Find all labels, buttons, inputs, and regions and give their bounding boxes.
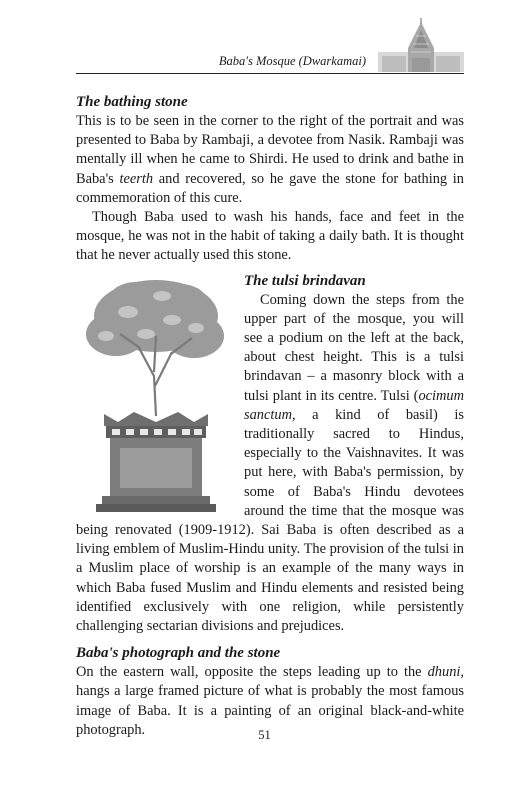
tulsi-section	[76, 272, 464, 637]
paragraph-baba-photograph: On the eastern wall, opposite the steps leading up to the dhuni, hangs a large framed picture of what is probably the most famous image of Baba. It is a painting of an original black-and-white photograph.	[76, 664, 464, 738]
section-heading-tulsi-brindavan: The tulsi brindavan	[244, 272, 366, 289]
running-header-title: Baba's Mosque (Dwarkamai)	[218, 54, 366, 68]
section-heading-baba-photograph: Baba's photograph and the stone	[76, 645, 281, 662]
mosque-thumbnail-image	[378, 18, 464, 72]
paragraph-bathing-stone-2: Though Baba used to wash his hands, face and feet in the mosque, he was not in the habit of taking a daily bath. It is thought that he never actually used this stone.	[76, 209, 464, 264]
section-heading-bathing-stone: The bathing stone	[76, 94, 188, 110]
page-content	[76, 93, 464, 740]
tulsi-brindavan-illustration	[76, 276, 236, 516]
paragraph-tulsi-brindavan: Coming down the steps from the upper part of the mosque, you will see a podium on the left at the back, about chest height. This is a tulsi brindavan – a masonry block with a tulsi plant in its centre. Tulsi (ocimum sanctum, a kind of basil) is traditionally sacred to Hindus, especially to the Vaishnavites. It was put here, with Baba's permission, by some of Baba's Hindu devotees around the time that the mosque was being renovated (1909-1912). Sai Baba is often described as a living emblem of Muslim-Hindu unity. The provision of the tulsi in a Muslim place of worship is an example of the many ways in which Baba fused Muslim and Hindu elements and resisted being identified exclusively with one religion, while persistently challenging sectarian divisions and prejudices.	[76, 291, 464, 635]
running-header	[76, 18, 464, 74]
paragraph-bathing-stone-1: This is to be seen in the corner to the right of the portrait and was presented to Baba by Rambaji, a devotee from Nasik. Rambaji was mentally ill when he came to Shirdi. He used to drink and bathe in Baba's teerth and recovered, so he gave the stone for bathing in commemoration of this cure.	[76, 113, 464, 206]
page-number: 51	[258, 728, 271, 742]
